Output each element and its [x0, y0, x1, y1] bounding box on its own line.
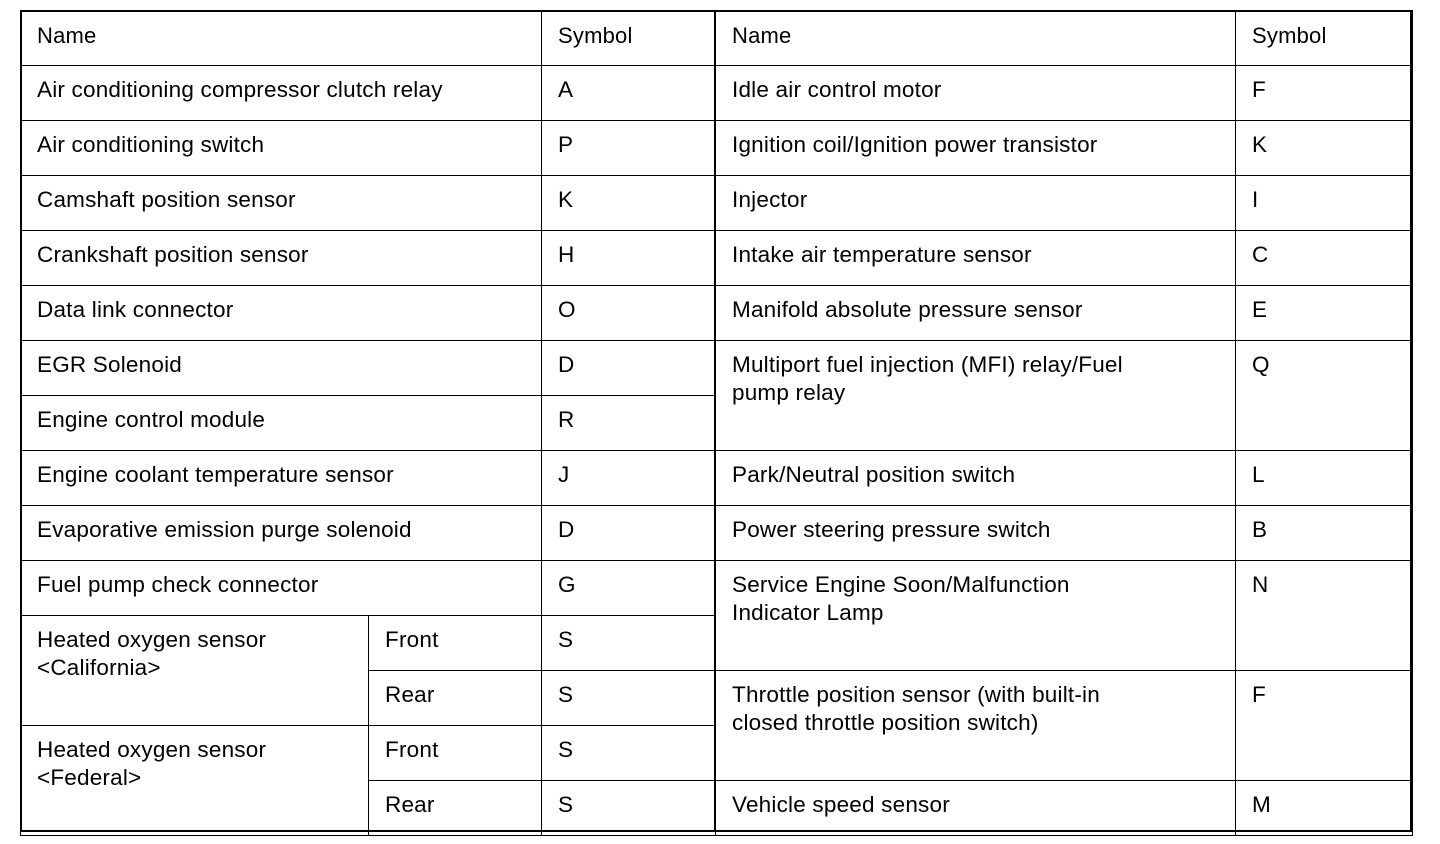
component-name: Park/Neutral position switch: [716, 451, 1236, 506]
name-line: pump relay: [732, 380, 846, 405]
table-row: [716, 671, 1413, 781]
component-symbol: O: [542, 286, 716, 341]
component-symbol: H: [542, 231, 716, 286]
sensor-variant: <Federal>: [37, 765, 142, 790]
header-symbol: Symbol: [542, 11, 716, 66]
component-symbol-table: [20, 10, 1412, 832]
name-line: closed throttle position switch): [732, 710, 1039, 735]
name-line: Indicator Lamp: [732, 600, 884, 625]
right-component-table: [715, 10, 1413, 836]
component-symbol: P: [542, 121, 716, 176]
left-component-table: [20, 10, 716, 836]
component-name: Data link connector: [21, 286, 542, 341]
table-row: [21, 506, 716, 561]
component-symbol: G: [542, 561, 716, 616]
component-name: [716, 671, 1236, 781]
component-name: Air conditioning compressor clutch relay: [21, 66, 542, 121]
sensor-position: Front: [369, 616, 542, 671]
component-name: Power steering pressure switch: [716, 506, 1236, 561]
component-symbol: A: [542, 66, 716, 121]
component-symbol: K: [542, 176, 716, 231]
sensor-position: Front: [369, 726, 542, 781]
component-symbol: D: [542, 506, 716, 561]
name-line: Multiport fuel injection (MFI) relay/Fuel: [732, 352, 1123, 377]
component-name: Engine control module: [21, 396, 542, 451]
component-name: Intake air temperature sensor: [716, 231, 1236, 286]
table-row: [21, 451, 716, 506]
table-row: [21, 396, 716, 451]
component-name: Fuel pump check connector: [21, 561, 542, 616]
component-symbol: F: [1236, 671, 1413, 781]
name-line: Throttle position sensor (with built-in: [732, 682, 1100, 707]
table-row: [716, 286, 1413, 341]
header-row: [21, 11, 716, 66]
component-name: [21, 616, 369, 726]
table-row: [716, 341, 1413, 451]
table-row: [21, 726, 716, 781]
component-name: Vehicle speed sensor: [716, 781, 1236, 836]
sensor-position: Rear: [369, 781, 542, 836]
component-symbol: N: [1236, 561, 1413, 671]
component-name: Engine coolant temperature sensor: [21, 451, 542, 506]
sensor-name: Heated oxygen sensor: [37, 737, 267, 762]
component-symbol: S: [542, 671, 716, 726]
table-row: [716, 781, 1413, 836]
component-symbol: D: [542, 341, 716, 396]
table-row: [21, 176, 716, 231]
name-line: Service Engine Soon/Malfunction: [732, 572, 1070, 597]
table-row: [21, 231, 716, 286]
component-name: [21, 726, 369, 836]
sensor-variant: <California>: [37, 655, 161, 680]
table-row: [716, 121, 1413, 176]
component-symbol: C: [1236, 231, 1413, 286]
header-row: [716, 11, 1413, 66]
component-name: Air conditioning switch: [21, 121, 542, 176]
component-symbol: S: [542, 781, 716, 836]
table-row: [21, 286, 716, 341]
component-symbol: E: [1236, 286, 1413, 341]
component-name: Manifold absolute pressure sensor: [716, 286, 1236, 341]
sensor-position: Rear: [369, 671, 542, 726]
table-row: [21, 66, 716, 121]
table-row: [716, 506, 1413, 561]
header-name: Name: [716, 11, 1236, 66]
component-symbol: B: [1236, 506, 1413, 561]
component-symbol: S: [542, 616, 716, 671]
table-row: [716, 231, 1413, 286]
component-name: Crankshaft position sensor: [21, 231, 542, 286]
component-symbol: M: [1236, 781, 1413, 836]
component-name: Ignition coil/Ignition power transistor: [716, 121, 1236, 176]
component-name: EGR Solenoid: [21, 341, 542, 396]
table-row: [21, 121, 716, 176]
header-symbol: Symbol: [1236, 11, 1413, 66]
component-name: Camshaft position sensor: [21, 176, 542, 231]
table-row: [21, 341, 716, 396]
component-name: Evaporative emission purge solenoid: [21, 506, 542, 561]
table-row: [21, 561, 716, 616]
header-name: Name: [21, 11, 542, 66]
component-symbol: R: [542, 396, 716, 451]
component-symbol: S: [542, 726, 716, 781]
component-symbol: J: [542, 451, 716, 506]
sensor-name: Heated oxygen sensor: [37, 627, 267, 652]
table-row: [716, 561, 1413, 671]
table-row: [716, 176, 1413, 231]
table-row: [716, 66, 1413, 121]
table-row: [716, 451, 1413, 506]
component-symbol: Q: [1236, 341, 1413, 451]
component-name: [716, 561, 1236, 671]
component-symbol: L: [1236, 451, 1413, 506]
component-symbol: I: [1236, 176, 1413, 231]
component-symbol: K: [1236, 121, 1413, 176]
component-name: [716, 341, 1236, 451]
component-name: Idle air control motor: [716, 66, 1236, 121]
table-row: [21, 616, 716, 671]
component-symbol: F: [1236, 66, 1413, 121]
component-name: Injector: [716, 176, 1236, 231]
